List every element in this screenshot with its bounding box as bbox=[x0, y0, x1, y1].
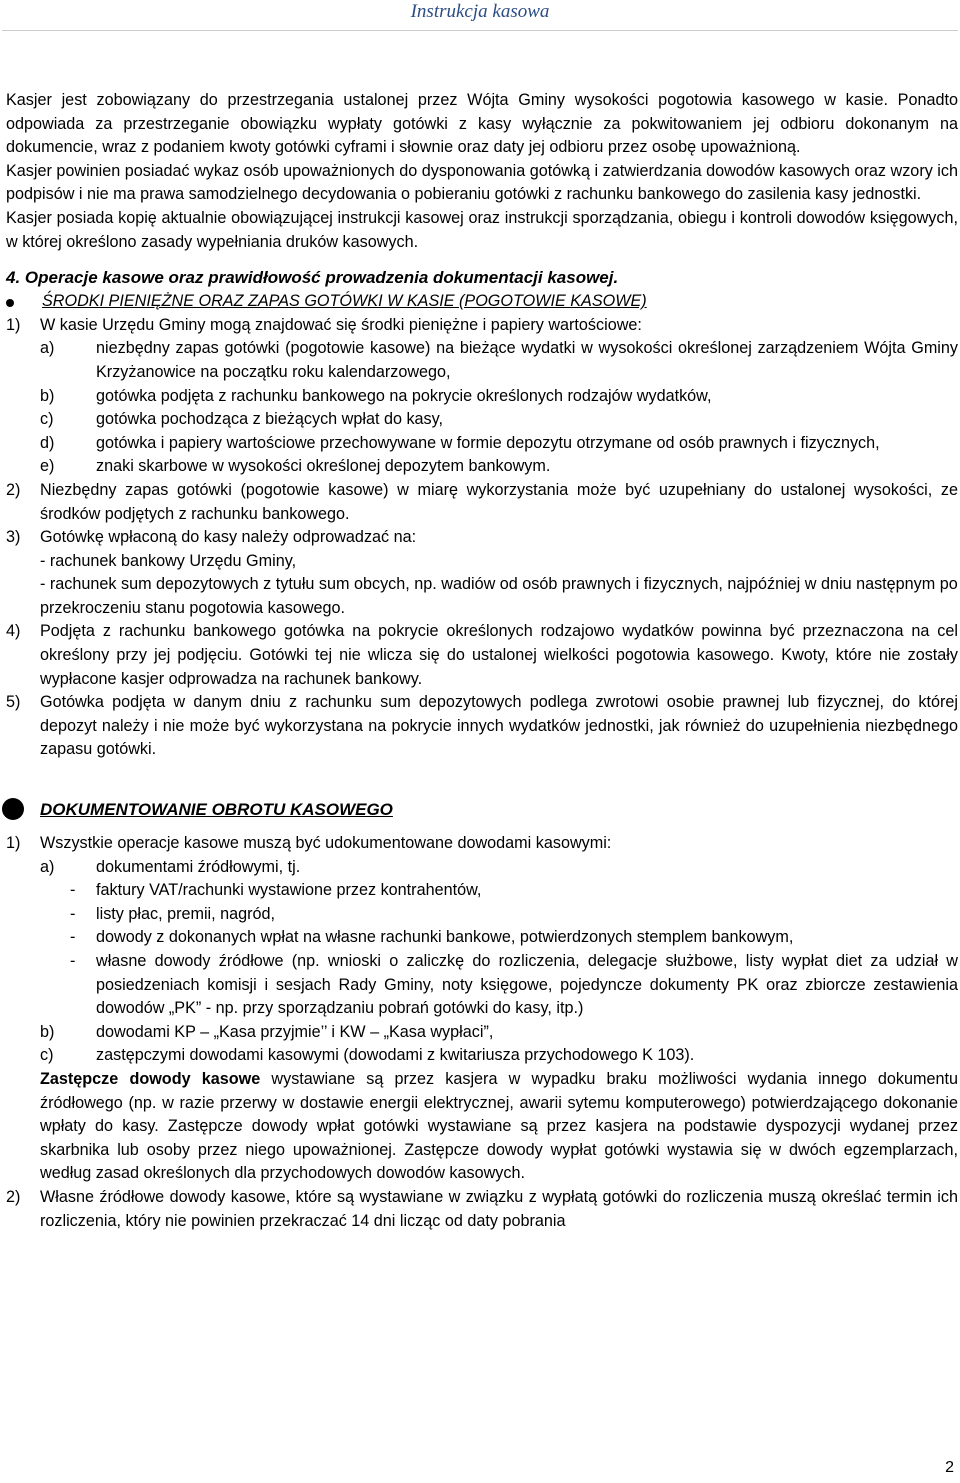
sub-item-label: b) bbox=[40, 386, 55, 405]
item-text: Niezbędny zapas gotówki (pogotowie kasowe) w miarę wykorzystania może być uzupełniany do ustalonej wysokości, ze środków podjętych z rachunku bankowego. bbox=[40, 480, 958, 523]
page-number: 2 bbox=[945, 1459, 954, 1476]
sub-item-text: niezbędny zapas gotówki (pogotowie kasowe) na bieżące wydatki w wysokości określonej zarządzeniem Wójta Gminy Krzyżanowice na początku roku kalendarzowego, bbox=[96, 339, 958, 381]
substitute-documents-term: Zastępcze dowody kasowe bbox=[40, 1069, 261, 1088]
bullet-icon bbox=[2, 798, 24, 820]
sub-item-label: a) bbox=[40, 857, 55, 876]
numbered-item-5 bbox=[6, 691, 958, 762]
bullet-section-cash bbox=[6, 290, 958, 314]
dash-item: - dowody z dokonanych wpłat na własne rachunki bankowe, potwierdzonych stemplem bankowym, bbox=[70, 928, 794, 947]
sub-item-text: gotówka podjęta z rachunku bankowego na pokrycie określonych rodzajów wydatków, bbox=[96, 386, 712, 405]
section-heading: 4. Operacje kasowe oraz prawidłowość prowadzenia dokumentacji kasowej. bbox=[6, 268, 619, 288]
sub-item-e bbox=[40, 455, 958, 479]
sub-item-a bbox=[40, 337, 958, 384]
sub-item-text: gotówka i papiery wartościowe przechowywane w formie depozytu otrzymane od osób prawnych i fizycznych, bbox=[96, 433, 880, 452]
sub-item-label: b) bbox=[40, 1022, 55, 1041]
substitute-documents-paragraph bbox=[6, 1068, 958, 1186]
bullet-section-title: ŚRODKI PIENIĘŻNE ORAZ ZAPAS GOTÓWKI W KASIE (POGOTOWIE KASOWE) bbox=[42, 292, 647, 311]
sub-item-text: dowodami KP – „Kasa przyjmie’’ i KW – „Kasa wypłaci”, bbox=[96, 1022, 494, 1041]
item-text: Własne źródłowe dowody kasowe, które są wystawiane w związku z wypłatą gotówki do rozliczenia muszą określać termin ich rozliczenia, który nie powinien przekraczać 14 dni licząc od daty pobrania bbox=[40, 1187, 958, 1230]
dash-item: - własne dowody źródłowe (np. wnioski o zaliczkę do rozliczenia, delegacje służbowe, listy wypłat diet za udział w posiedzeniach komisji i sesjach Rady Gminy, noty księgowe, pojedyncze dokumenty PK oraz zbiorcze zestawienia dowodów „PK” - np. przy sporządzaniu pobrań gotówki do kasy, itp.) bbox=[70, 952, 958, 1018]
substitute-documents-text: wystawiane są przez kasjera w wypadku braku możliwości wydania innego dokumentu źródłowego (np. w razie przerwy w dostawie energii elektrycznej, awarii sytemu komputerowego) potwierdzającego dokonanie wpłaty do kasy. Zastępcze dowody wpłat gotówki wystawiane są przez kasjera na podstawie dyspozycji wydanej przez skarbnika lub osoby przez niego upoważnionej. Zastępcze dowody wypłat gotówki wystawia się w dwóch egzemplarzach, według zasad określonych dla przychodowych dowodów kasowych. bbox=[40, 1069, 959, 1183]
doc-sub-item-a bbox=[40, 856, 958, 880]
intro-paragraph-3: Kasjer posiada kopię aktualnie obowiązującej instrukcji kasowej oraz instrukcji sporządzania, obiegu i kontroli dowodów księgowych, w której określono zasady wypełniania druków kasowych. bbox=[6, 208, 958, 251]
item-text: Gotówkę wpłaconą do kasy należy odprowadzać na: bbox=[40, 528, 417, 547]
deposit-line-2: - rachunek sum depozytowych z tytułu sum obcych, np. wadiów od osób prawnych i fizycznych, najpóźniej w dniu następnym po przekroczeniu stanu pogotowia kasowego. bbox=[40, 575, 958, 617]
sub-item-label: e) bbox=[40, 457, 55, 476]
sub-item-text: gotówka pochodząca z bieżących wpłat do kasy, bbox=[96, 410, 444, 429]
dash-item: - listy płac, premii, nagród, bbox=[70, 904, 276, 923]
doc-sub-item-b bbox=[40, 1021, 958, 1045]
sub-item-text: dokumentami źródłowymi, tj. bbox=[96, 857, 301, 876]
sub-item-text: znaki skarbowe w wysokości określonej depozytem bankowym. bbox=[96, 457, 551, 476]
header-divider bbox=[2, 30, 958, 31]
sub-item-label: c) bbox=[40, 410, 54, 429]
intro-paragraph-1: Kasjer jest zobowiązany do przestrzegania ustalonej przez Wójta Gminy wysokości pogotowia kasowego w kasie. Ponadto odpowiada za przestrzeganie obowiązku wypłaty gotówki z kasy wyłącznie za pokwitowaniem jej odbioru dokonanym na dokumencie, wraz z podaniem kwoty gotówki cyframi i słownie oraz daty jej odbioru przez osobę upoważnioną. bbox=[6, 91, 958, 157]
numbered-item-1 bbox=[6, 314, 958, 338]
item-number: 2) bbox=[6, 1187, 21, 1206]
sub-item-c bbox=[40, 408, 958, 432]
deposit-line-1: - rachunek bankowy Urzędu Gminy, bbox=[40, 551, 297, 570]
document-body bbox=[6, 89, 958, 1233]
sub-item-text: zastępczymi dowodami kasowymi (dowodami z kwitariusza przychodowego K 103). bbox=[96, 1046, 695, 1065]
bullet-section-documentation bbox=[6, 798, 958, 832]
item-number: 2) bbox=[6, 480, 21, 499]
dash-item-text: listy płac, premii, nagród, bbox=[96, 904, 276, 923]
numbered-item-2 bbox=[6, 479, 958, 526]
bullet-icon bbox=[6, 299, 14, 307]
item-number: 4) bbox=[6, 622, 21, 641]
intro-paragraph-2: Kasjer powinien posiadać wykaz osób upoważnionych do dysponowania gotówką i zatwierdzania dowodów kasowych oraz wzory ich podpisów i nie ma prawa samodzielnego decydowania o pobieraniu gotówki z rachunku bankowego do zasilenia kasy jednostki. bbox=[6, 161, 958, 204]
sub-item-label: d) bbox=[40, 433, 55, 452]
sub-item-b bbox=[40, 385, 958, 409]
bullet-section-title: DOKUMENTOWANIE OBROTU KASOWEGO bbox=[40, 800, 393, 820]
item-text: Podjęta z rachunku bankowego gotówka na pokrycie określonych rodzajowo wydatków powinna być przeznaczona na cel określony przy jej podjęciu. Gotówki tej nie wlicza się do ustalonej wielkości pogotowia kasowego. Kwoty, które nie zostały wypłacone kasjer odprowadza na rachunek bankowy. bbox=[40, 622, 958, 688]
item-number: 1) bbox=[6, 834, 21, 853]
dash-item-text: faktury VAT/rachunki wystawione przez kontrahentów, bbox=[96, 881, 482, 900]
dash-item: - faktury VAT/rachunki wystawione przez kontrahentów, bbox=[70, 881, 482, 900]
sub-item-d bbox=[40, 432, 958, 456]
numbered-item-3 bbox=[6, 526, 958, 550]
sub-item-label: c) bbox=[40, 1046, 54, 1065]
sub-item-label: a) bbox=[40, 339, 55, 358]
item-number: 5) bbox=[6, 693, 21, 712]
doc-numbered-item-2 bbox=[6, 1186, 958, 1233]
doc-numbered-item-1 bbox=[6, 832, 958, 856]
dash-item-text: własne dowody źródłowe (np. wnioski o zaliczkę do rozliczenia, delegacje służbowe, listy wypłat diet za udział w posiedzeniach komisji i sesjach Rady Gminy, noty księgowe, pojedyncze dokumenty PK oraz zbiorcze zestawienia dowodów „PK” - np. przy sporządzaniu pobrań gotówki do kasy, itp.) bbox=[96, 952, 958, 1018]
numbered-item-4 bbox=[6, 620, 958, 691]
doc-sub-item-c bbox=[40, 1044, 958, 1068]
item-text: W kasie Urzędu Gminy mogą znajdować się środki pieniężne i papiery wartościowe: bbox=[40, 315, 642, 334]
item-text: Gotówka podjęta w danym dniu z rachunku sum depozytowych podlega zwrotowi osobie prawnej lub fizycznej, do której depozyt należy i nie może być wykorzystana na pokrycie innych wydatków jednostki, jak również do uzupełnienia niezbędnego zapasu gotówki. bbox=[40, 693, 958, 759]
item-number: 3) bbox=[6, 528, 21, 547]
dash-item-text: dowody z dokonanych wpłat na własne rachunki bankowe, potwierdzonych stemplem bankowym, bbox=[96, 928, 794, 947]
page-header: Instrukcja kasowa bbox=[410, 1, 550, 22]
item-number: 1) bbox=[6, 315, 21, 334]
item-text: Wszystkie operacje kasowe muszą być udokumentowane dowodami kasowymi: bbox=[40, 834, 612, 853]
